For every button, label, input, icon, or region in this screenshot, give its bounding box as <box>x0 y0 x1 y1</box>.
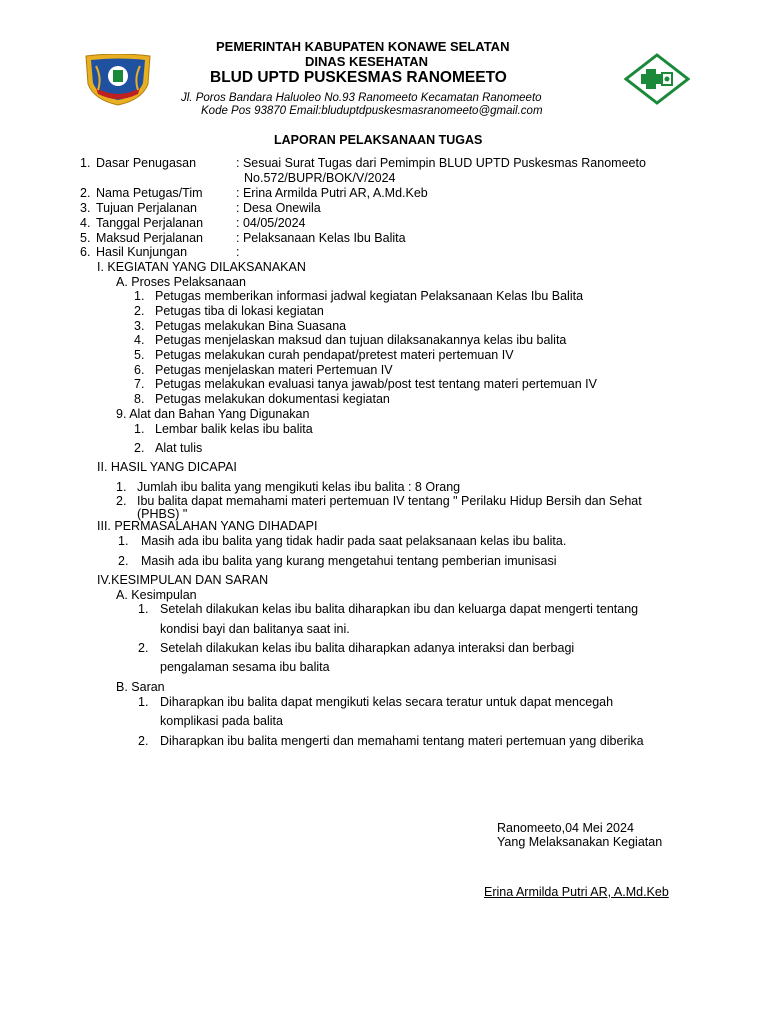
list-item: Alat tulis <box>155 441 203 455</box>
puskesmas-logo <box>624 53 690 105</box>
header-address: Jl. Poros Bandara Haluoleo No.93 Ranomeeto Kecamatan Ranomeeto <box>181 92 542 104</box>
list-item: Petugas melakukan curah pendapat/pretest materi pertemuan IV <box>155 348 514 362</box>
list-num: 2. <box>118 554 129 568</box>
signature-name: Erina Armilda Putri AR, A.Md.Keb <box>484 885 669 899</box>
list-item: Diharapkan ibu balita mengerti dan memahami tentang materi pertemuan yang diberika <box>160 734 644 748</box>
list-item-cont: pengalaman sesama ibu balita <box>160 660 330 674</box>
signature-place-date: Ranomeeto,04 Mei 2024 <box>497 821 634 835</box>
list-num: 2. <box>138 734 149 748</box>
list-item-cont: (PHBS) " <box>137 507 188 521</box>
subsection-heading: A. Proses Pelaksanaan <box>116 275 246 289</box>
list-num: 2. <box>134 441 145 455</box>
list-item: Setelah dilakukan kelas ibu balita diharapkan adanya interaksi dan berbagi <box>160 641 575 655</box>
header-institution: BLUD UPTD PUSKESMAS RANOMEETO <box>210 69 507 86</box>
list-num: 1. <box>134 422 145 436</box>
list-num: 5. <box>134 348 145 362</box>
list-item: Masih ada ibu balita yang tidak hadir pada saat pelaksanaan kelas ibu balita. <box>141 534 567 548</box>
list-num: 8. <box>134 392 145 406</box>
subsection-heading: B. Saran <box>116 680 165 694</box>
field-value: : Sesuai Surat Tugas dari Pemimpin BLUD UPTD Puskesmas Ranomeeto <box>236 156 646 170</box>
field-value: : <box>236 245 240 259</box>
list-item: Lembar balik kelas ibu balita <box>155 422 313 436</box>
header-contact: Kode Pos 93870 Email:bluduptdpuskesmasranomeeto@gmail.com <box>201 105 543 117</box>
list-item: Masih ada ibu balita yang kurang mengetahui tentang pemberian imunisasi <box>141 554 557 568</box>
list-num: 1. <box>118 534 129 548</box>
field-label: Maksud Perjalanan <box>96 231 204 245</box>
list-item-cont: komplikasi pada balita <box>160 714 283 728</box>
list-item: Petugas melakukan Bina Suasana <box>155 319 347 333</box>
field-num: 4. <box>80 216 91 230</box>
field-label: Tujuan Perjalanan <box>96 201 197 215</box>
list-item: Setelah dilakukan kelas ibu balita diharapkan ibu dan keluarga dapat mengerti tentang <box>160 602 639 616</box>
list-item: Petugas memberikan informasi jadwal kegiatan Pelaksanaan Kelas Ibu Balita <box>155 289 584 303</box>
field-num: 1. <box>80 156 91 170</box>
field-num: 5. <box>80 231 91 245</box>
field-num: 2. <box>80 186 91 200</box>
header-government: PEMERINTAH KABUPATEN KONAWE SELATAN <box>216 39 510 54</box>
field-value-cont: No.572/BUPR/BOK/V/2024 <box>244 171 396 185</box>
section-heading: I. KEGIATAN YANG DILAKSANAKAN <box>97 260 306 274</box>
field-value: : Desa Onewila <box>236 201 321 215</box>
list-num: 1. <box>138 695 149 709</box>
field-label: Tanggal Perjalanan <box>96 216 204 230</box>
list-num: 4. <box>134 333 145 347</box>
field-label: Dasar Penugasan <box>96 156 197 170</box>
list-item: Petugas tiba di lokasi kegiatan <box>155 304 324 318</box>
list-item-cont: kondisi bayi dan balitanya saat ini. <box>160 622 350 636</box>
field-num: 6. <box>80 245 91 259</box>
signature-role: Yang Melaksanakan Kegiatan <box>497 835 663 849</box>
section-heading: II. HASIL YANG DICAPAI <box>97 460 237 474</box>
header-department: DINAS KESEHATAN <box>305 54 429 69</box>
list-num: 1. <box>116 480 127 494</box>
konawe-selatan-emblem <box>82 54 154 106</box>
report-title: LAPORAN PELAKSANAAN TUGAS <box>274 133 483 147</box>
section-heading: III. PERMASALAHAN YANG DIHADAPI <box>97 519 318 533</box>
list-num: 2. <box>116 494 127 508</box>
list-item: Petugas melakukan evaluasi tanya jawab/post test tentang materi pertemuan IV <box>155 377 597 391</box>
list-num: 1. <box>138 602 149 616</box>
field-value: : Pelaksanaan Kelas Ibu Balita <box>236 231 406 245</box>
list-item: Jumlah ibu balita yang mengikuti kelas ibu balita : 8 Orang <box>137 480 461 494</box>
field-label: Nama Petugas/Tim <box>96 186 203 200</box>
subsection-heading: A. Kesimpulan <box>116 588 197 602</box>
field-value: : Erina Armilda Putri AR, A.Md.Keb <box>236 186 428 200</box>
list-item: Diharapkan ibu balita dapat mengikuti kelas secara teratur untuk dapat mencegah <box>160 695 614 709</box>
field-label: Hasil Kunjungan <box>96 245 188 259</box>
list-num: 6. <box>134 363 145 377</box>
section-heading: IV.KESIMPULAN DAN SARAN <box>97 573 269 587</box>
subsection-heading: 9. Alat dan Bahan Yang Digunakan <box>116 407 310 421</box>
list-num: 1. <box>134 289 145 303</box>
field-value: : 04/05/2024 <box>236 216 306 230</box>
list-num: 3. <box>134 319 145 333</box>
list-item: Ibu balita dapat memahami materi pertemuan IV tentang " Perilaku Hidup Bersih dan Sehat <box>137 494 642 508</box>
list-item: Petugas melakukan dokumentasi kegiatan <box>155 392 390 406</box>
list-item: Petugas menjelaskan maksud dan tujuan dilaksanakannya kelas ibu balita <box>155 333 567 347</box>
field-num: 3. <box>80 201 91 215</box>
list-num: 2. <box>138 641 149 655</box>
list-item: Petugas menjelaskan materi Pertemuan IV <box>155 363 393 377</box>
list-num: 2. <box>134 304 145 318</box>
list-num: 7. <box>134 377 145 391</box>
